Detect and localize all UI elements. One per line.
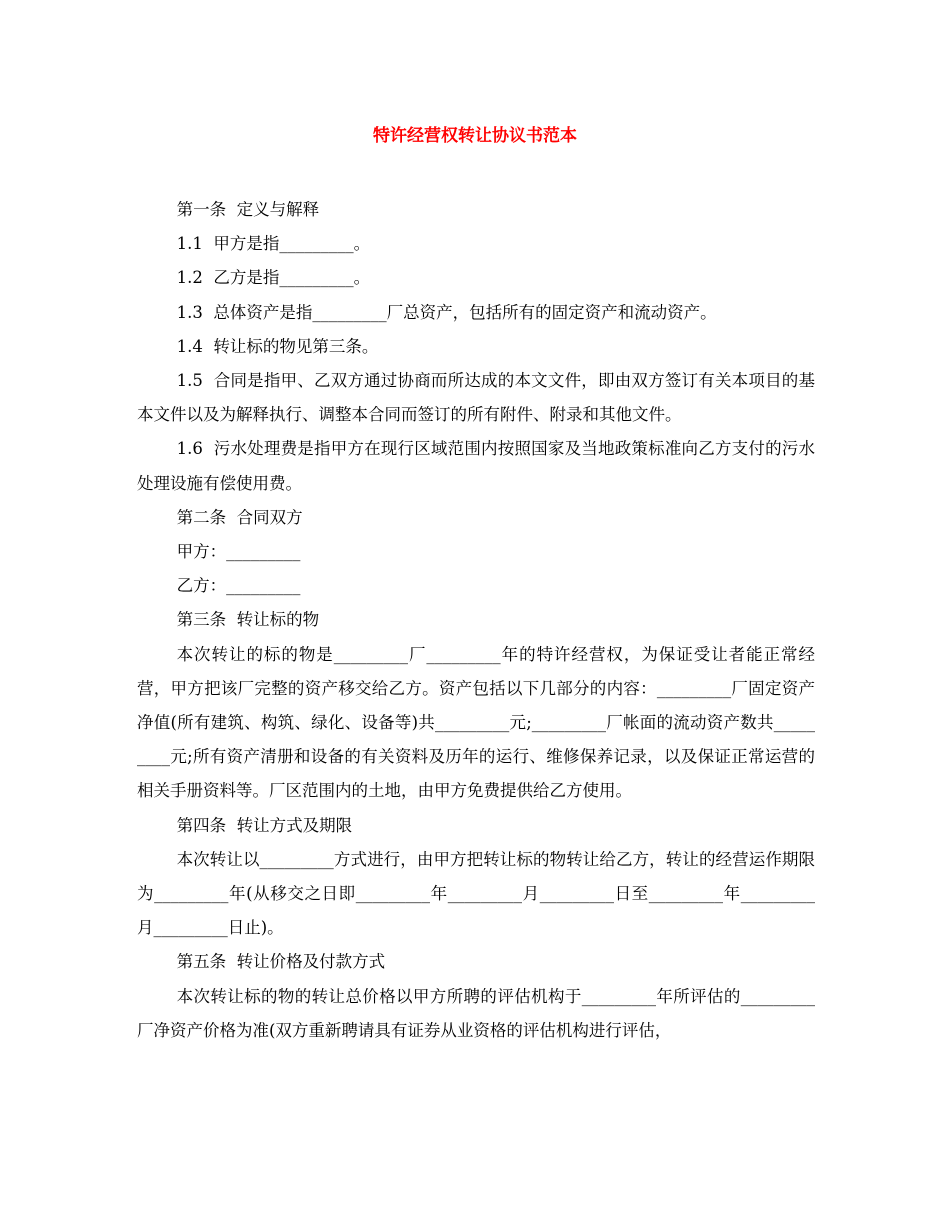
article-5-body: 本次转让标的物的转让总价格以甲方所聘的评估机构于_________年所评估的_________厂净资产价格为准(双方重新聘请具有证券从业资格的评估机构进行评估， (137, 986, 815, 1040)
clause-1-1: 1.1 甲方是指_________。 (176, 234, 371, 254)
clause-1-6: 1.6 污水处理费是指甲方在现行区域范围内按照国家及当地政策标准向乙方支付的污水处理设施有偿使用费。 (137, 439, 815, 493)
article-5-heading: 第五条 转让价格及付款方式 (176, 952, 386, 972)
document-body (137, 193, 815, 1048)
clause-1-5: 1.5 合同是指甲、乙双方通过协商而所达成的本文文件，即由双方签订有关本项目的基本文件以及为解释执行、调整本合同而签订的所有附件、附录和其他文件。 (137, 371, 815, 425)
party-a-line: 甲方：_________ (176, 542, 301, 562)
article-3-heading: 第三条 转让标的物 (176, 610, 320, 630)
party-b-line: 乙方：_________ (176, 576, 301, 596)
clause-1-3: 1.3 总体资产是指_________厂总资产，包括所有的固定资产和流动资产。 (176, 302, 717, 322)
article-4-body: 本次转让以_________方式进行，由甲方把转让标的物转让给乙方，转让的经营运作期限为_________年(从移交之日即_________年_________月_________日至_________年_________月_________日止)。 (137, 849, 815, 938)
article-1-heading: 第一条 定义与解释 (176, 200, 320, 219)
clause-1-4: 1.4 转让标的物见第三条。 (176, 336, 379, 356)
document-title: 特许经营权转让协议书范本 (373, 126, 577, 146)
clause-1-2: 1.2 乙方是指_________。 (176, 268, 371, 288)
article-3-body: 本次转让的标的物是_________厂_________年的特许经营权，为保证受让者能正常经营，甲方把该厂完整的资产移交给乙方。资产包括以下几部分的内容：_________厂固定资产净值(所有建筑、构筑、绿化、设备等)共_________元;_________厂帐面的流动资产数共_________元;所有资产清册和设备的有关资料及历年的运行、维修保养记录，以及保证正常运营的相关手册资料等。厂区范围内的土地，由甲方免费提供给乙方使用。 (137, 644, 815, 801)
article-2-heading: 第二条 合同双方 (176, 507, 303, 527)
article-4-heading: 第四条 转让方式及期限 (176, 815, 353, 835)
